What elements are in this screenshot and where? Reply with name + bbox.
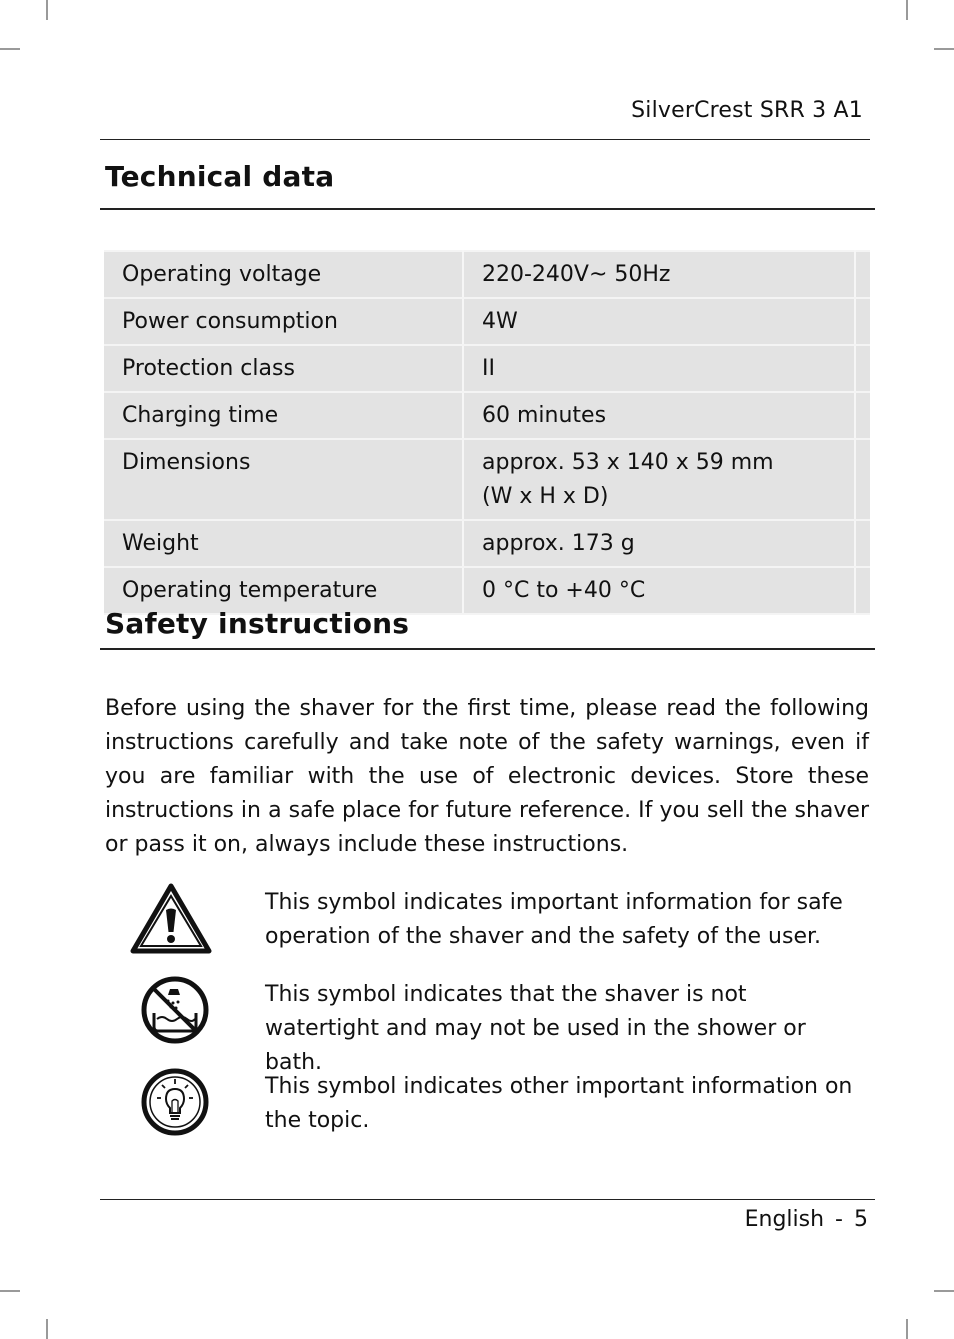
footer-separator: -: [835, 1207, 843, 1232]
spec-value: 60 minutes: [463, 392, 855, 439]
safety-instructions-rule: [100, 648, 875, 650]
spec-value: [463, 439, 855, 520]
crop-mark: [906, 1319, 908, 1339]
spec-pad: [855, 251, 870, 298]
safety-instructions-heading: Safety instructions: [105, 607, 410, 640]
footer-language: English: [744, 1207, 825, 1232]
table-row: [104, 520, 870, 567]
spec-value: II: [463, 345, 855, 392]
spec-value: approx. 173 g: [463, 520, 855, 567]
spec-label: Operating temperature: [104, 567, 463, 614]
spec-value: 220-240V~ 50Hz: [463, 251, 855, 298]
warning-triangle-icon: [130, 883, 222, 963]
spec-label: Charging time: [104, 392, 463, 439]
crop-mark: [0, 1290, 20, 1292]
technical-data-heading: Technical data: [105, 160, 335, 193]
table-row: [104, 392, 870, 439]
spec-label: Power consumption: [104, 298, 463, 345]
spec-table: [104, 250, 870, 615]
spec-pad: [855, 439, 870, 520]
spec-pad: [855, 345, 870, 392]
spec-value: 4W: [463, 298, 855, 345]
spec-label: Operating voltage: [104, 251, 463, 298]
table-row: [104, 345, 870, 392]
spec-pad: [855, 520, 870, 567]
spec-pad: [855, 567, 870, 614]
lightbulb-icon: [140, 1067, 232, 1147]
spec-pad: [855, 298, 870, 345]
spec-value-line: (W x H x D): [482, 484, 609, 509]
crop-mark: [906, 0, 908, 20]
page-header-model: SilverCrest SRR 3 A1: [631, 98, 863, 123]
symbol-description: This symbol indicates important information for safe operation of the shaver and the safety of the user.: [265, 890, 843, 949]
page-footer: [745, 1207, 868, 1232]
page-number: 5: [854, 1207, 868, 1232]
spec-label: Dimensions: [104, 439, 463, 520]
spec-value-line: approx. 53 x 140 x 59 mm: [482, 450, 774, 475]
no-water-icon: [140, 975, 232, 1055]
symbol-description: This symbol indicates that the shaver is not watertight and may not be used in the shower or bath.: [265, 982, 806, 1075]
symbol-row-lightbulb: [130, 1067, 870, 1147]
table-row: [104, 251, 870, 298]
crop-mark: [46, 1319, 48, 1339]
spec-value: 0 °C to +40 °C: [463, 567, 855, 614]
crop-mark: [934, 1290, 954, 1292]
spec-pad: [855, 392, 870, 439]
symbol-row-warning: [130, 883, 870, 963]
table-row: [104, 439, 870, 520]
intro-paragraph: Before using the shaver for the first time, please read the following instructions carefully and take note of the safety warnings, even if you are familiar with the use of electronic devices. Store these instructions in a safe place for future reference. If you sell the shaver or pass it on, always include these instructions.: [105, 696, 869, 857]
symbol-description: This symbol indicates other important information on the topic.: [265, 1074, 853, 1133]
crop-mark: [0, 48, 20, 50]
crop-mark: [934, 48, 954, 50]
spec-label: Protection class: [104, 345, 463, 392]
symbol-row-no-water: [130, 975, 870, 1075]
header-rule: [100, 139, 870, 140]
crop-mark: [46, 0, 48, 20]
technical-data-rule: [100, 208, 875, 210]
spec-label: Weight: [104, 520, 463, 567]
table-row: [104, 298, 870, 345]
footer-rule: [100, 1199, 875, 1200]
